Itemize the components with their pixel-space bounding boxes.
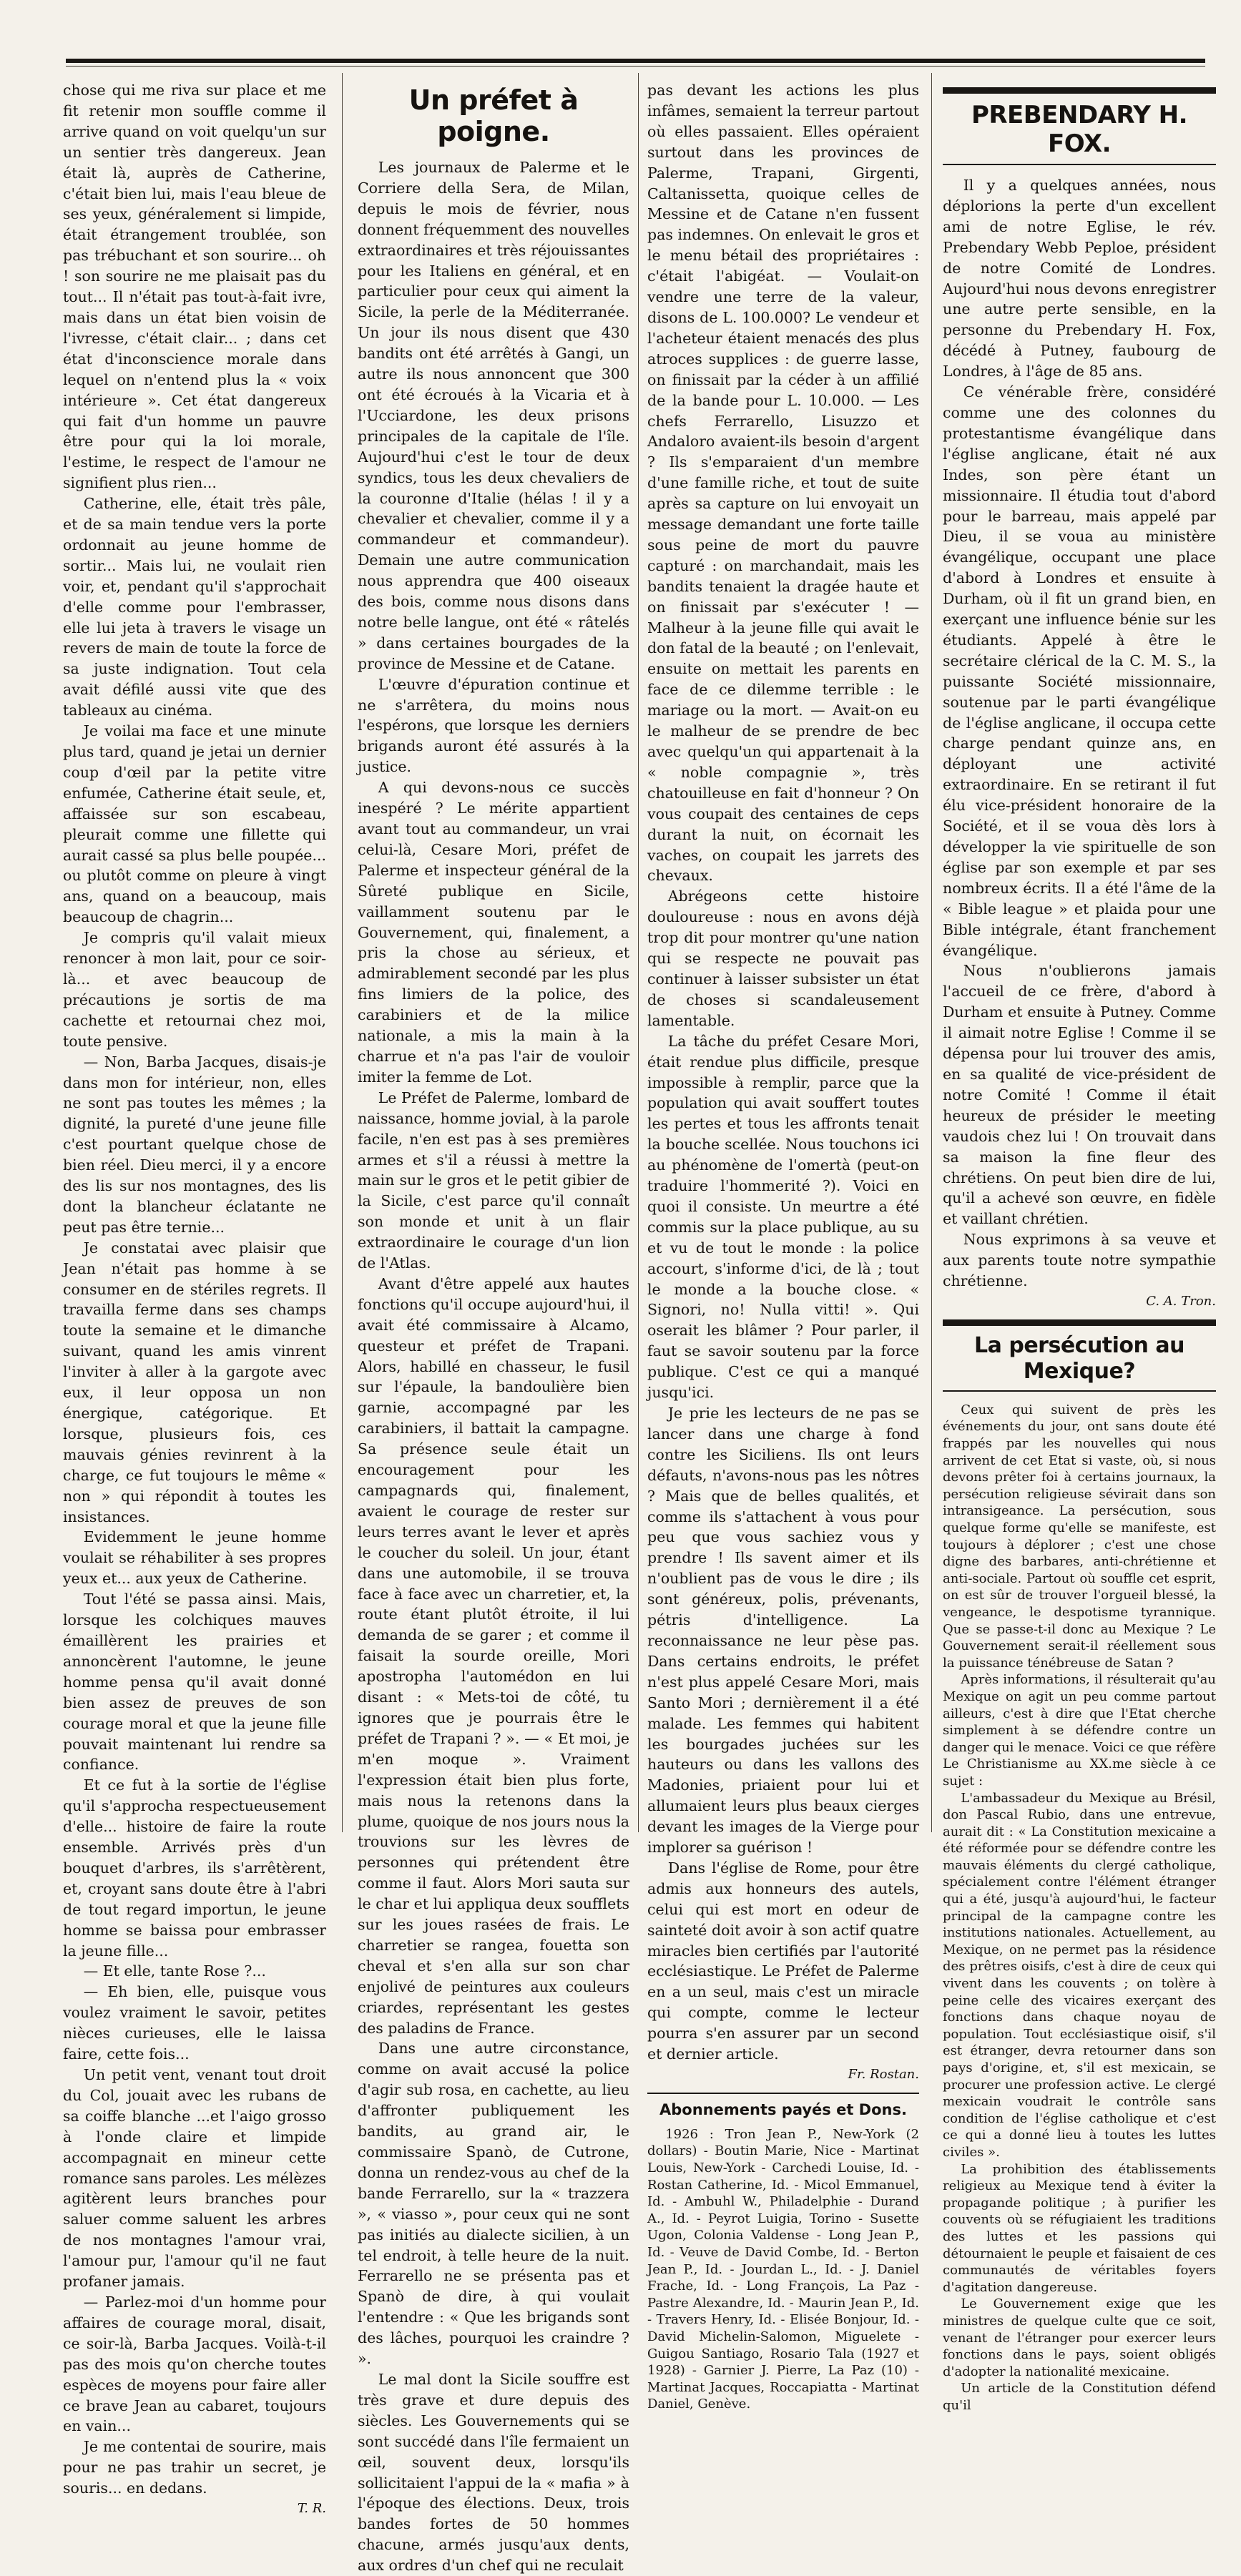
paragraph: Catherine, elle, était très pâle, et de sa main tendue vers la porte ordonnait au jeune homme de sortir... Mais lui, ne voulait rien voir, et, pendant qu'il s'approchait d'elle comme pour l'embrasser, elle lui jeta à travers le visage un revers de main de toute la force de sa juste indignation. Tout cela avait défilé aussi vite que des tableaux au cinéma. bbox=[63, 495, 326, 719]
paragraph: Evidemment le jeune homme voulait se réhabiliter à ses propres yeux et... aux yeux de Catherine. bbox=[63, 1528, 326, 1588]
section-divider bbox=[647, 2093, 919, 2094]
paragraph: La prohibition des établissements religieux au Mexique tend à éviter la propagande politique ; à purifier les couvents où se réfugiaient les traditions des luttes et les passions qui détournaient le peuple et faisaient de ces communautés de véritables foyers d'agitation dangereuse. bbox=[943, 2161, 1216, 2295]
paragraph: Dans une autre circonstance, comme on avait accusé la police d'agir sub rosa, en cachette, au lieu d'affronter publiquement les bandits, au grand air, le commissaire Spanò, de Cutrone, donna un rendez-vous au chef de la bande Ferrarello, sur la « trazzera », « viasso », pour ceux qui ne sont pas initiés au dialecte sicilien, à un tel endroit, à telle heure de la nuit. Ferrarello ne se présenta pas et Spanò de dire, à qui voulait l'entendre : « Que les brigands sont des lâches, pourquoi les craindre ? ». bbox=[358, 2040, 629, 2368]
paragraph: Les journaux de Palerme et le Corriere della Sera, de Milan, depuis le mois de février, nous donnent fréquemment des nouvelles extraordinaires et très réjouissantes pour les Italiens en général, et en particulier pour ceux qui aiment la Sicile, la perle de la Méditerranée. Un jour ils nous disent que 430 bandits ont été arrêtés à Gangi, un autre ils nous annoncent que 300 ont été écroués à la Vicaria et à l'Ucciardone, les deux prisons principales de la capitale de l'île. Aujourd'hui c'est le tour de deux syndics, tous les deux chevaliers de la couronne d'Italie (hélas ! il y a chevalier et chevalier, comme il y a commandeur et commandeur). Demain une autre communication nous apprendra que 400 oiseaux des bois, comme nous disons dans notre belle langue, ont été « râtelés » dans certaines bourgades de la province de Messine et de Catane. bbox=[358, 159, 629, 672]
paragraph: Abrégeons cette histoire douloureuse : nous en avons déjà trop dit pour montrer qu'une nation qui se respecte ne pouvait pas continuer à laisser subsister un état de choses si scandaleusement lamentable. bbox=[647, 888, 919, 1029]
article-title: PREBENDARY H. FOX. bbox=[971, 101, 1188, 158]
paragraph: 1926 : Tron Jean P., New-York (2 dollars) - Boutin Marie, Nice - Martinat Louis, New-York - Carchedi Louise, Id. - Rostan Catherine, Id. - Micol Emmanuel, Id. - Ambuhl W., Philadelphie - Durand A., Id. - Peyrot Luigia, Torino - Susette Ugon, Colonia Valdense - Long Jean P., Id. - Veuve de David Combe, Id. - Berton Jean P., Id. - Jourdan L., Id. - J. Daniel Frache, Id. - Long François, La Paz - Pastre Alexandre, Id. - Maurin Jean P., Id. - Travers Henry, Id. - Elisée Bonjour, Id. - David Michelin-Salomon, Miguelete - Guigou Santiago, Rosario Tala (1927 et 1928) - Garnier J. Pierre, La Paz (10) - Martinat Jacques, Roccapiatta - Martinat Daniel, Genève. bbox=[647, 2126, 919, 2412]
column-divider bbox=[931, 73, 932, 1832]
column-divider bbox=[638, 73, 639, 1832]
column-divider bbox=[342, 73, 343, 1832]
paragraph: Je voilai ma face et une minute plus tard, quand je jetai un dernier coup d'œil par la petite vitre enfumée, Catherine était seule, et, affaissée sur son escabeau, pleurait comme une fillette qui aurait cassé sa plus belle poupée... ou plutôt comme on pleure à vingt ans, quand on a beaucoup, mais beaucoup de chagrin... bbox=[63, 722, 326, 926]
article-title: Un préfet à poigne. bbox=[408, 84, 579, 147]
paragraph: Ceux qui suivent de près les événements du jour, ont sans doute été frappés par les nouvelles qui nous arrivent de cet Etat si vaste, où, si nous devons prêter foi à certains journaux, la persécution religieuse sévirait dans son intransigeance. La persécution, sous quelque forme qu'elle se manifeste, est toujours à déplorer ; c'est une chose digne des barbares, anti-chrétienne et anti-sociale. Partout où souffle cet esprit, on est sûr de trouver l'orgueil blessé, la vengeance, le despotisme tyrannique. Que se passe-t-il donc au Mexique ? Le Gouvernement serait-il réellement sous la puissance ténébreuse de Satan ? bbox=[943, 1402, 1216, 1671]
paragraph: La tâche du préfet Cesare Mori, était rendue plus difficile, presque impossible à remplir, parce que la population qui avait souffert toutes les pertes et tous les affronts tenait la bouche scellée. Nous touchons ici au phénomène de l'omertà (peut-on traduire l'hommerité ?). Voici en quoi il consiste. Un meurtre a été commis sur la place publique, au su et vu de tout le monde : la police accourt, s'informe d'ici, de là ; tout le monde a la bouche close. « Signori, no! Nulla vitti! ». Qui oserait les blâmer ? Pour parler, il faut se savoir soutenu par la force publique. C'est ce qui a manqué jusqu'ici. bbox=[647, 1032, 919, 1402]
paragraph: Je prie les lecteurs de ne pas se lancer dans une charge à fond contre les Siciliens. Ils ont leurs défauts, n'avons-nous pas les nôtres ? Mais que de belles qualités, et comme ils s'attachent à vous pour peu que vous sachiez vous y prendre ! Ils savent aimer et ils n'oublient pas de vous le dire ; ils sont généreux, polis, prévenants, pétris d'intelligence. La reconnaissance ne leur pèse pas. Dans certains endroits, le préfet n'est plus appelé Cesare Mori, mais Santo Mori ; dernièrement il a été malade. Les femmes qui habitent les bourgades juchées sur les hauteurs ou dans les vallons des Madonies, priaient pour lui et allumaient leurs plus beaux cierges devant les images de la Vierge pour implorer sa guérison ! bbox=[647, 1405, 919, 1857]
paragraph: Un petit vent, venant tout droit du Col, jouait avec les rubans de sa coiffe blanche ...et l'aigo grosso à l'onde claire et limpide accompagnait en mineur cette romance sans paroles. Les mélèzes agitèrent leurs branches pour saluer comme saluent les arbres de nos montagnes l'amour vrai, l'amour pur, l'amour qu'il ne faut profaner jamais. bbox=[63, 2066, 326, 2291]
paragraph: Et ce fut à la sortie de l'église qu'il s'approcha respectueusement d'elle... histoire de faire la route ensemble. Arrivés près d'un bouquet d'arbres, ils s'arrêtèrent, et, croyant sans doute être à l'abri de tout regard importun, le jeune homme se baissa pour embrasser la jeune fille... bbox=[63, 1776, 326, 1960]
header-rule bbox=[66, 59, 1205, 63]
paragraph: Je compris qu'il valait mieux renoncer à mon lait, pour ce soir-là... et avec beaucoup de précautions je sortis de ma cachette et retournai chez moi, toute pensive. bbox=[63, 929, 326, 1050]
paragraph: — Parlez-moi d'un homme pour affaires de courage moral, disait, ce soir-là, Barba Jacques. Voilà-t-il pas des mois qu'on cherche toutes espèces de moyens pour faire aller ce brave Jean au cabaret, toujours en vain... bbox=[63, 2293, 326, 2435]
column-4-articles bbox=[943, 80, 1216, 2413]
paragraph: Après informations, il résulterait qu'au Mexique on agit un peu comme partout ailleurs, c'est à dire que l'Etat cherche simplement à se défendre contre un danger qui le menace. Voici ce que réfère Le Christianisme au XX.me siècle à ce sujet : bbox=[943, 1672, 1216, 1789]
paragraph: Le Gouvernement exige que les ministres de quelque culte que ce soit, venant de l'étranger pour exercer leurs fonctions dans le pays, soient obligés d'adopter la nationalité mexicaine. bbox=[943, 2296, 1216, 2379]
paragraph: Tout l'été se passa ainsi. Mais, lorsque les colchiques mauves émaillèrent les prairies et annoncèrent l'automne, le jeune homme pensa qu'il avait donné bien assez de preuves de son courage moral et que la jeune fille pouvait maintenant lui rendre sa confiance. bbox=[63, 1591, 326, 1774]
paragraph: pas devant les actions les plus infâmes, semaient la terreur partout où elles passaient. Elles opéraient surtout dans les provinces de Palerme, Trapani, Girgenti, Caltanissetta, quoique celles de Messine et de Catane n'en fussent pas indemnes. On enlevait le gros et le menu bétail des propriétaires : c'était l'abigéat. — Voulait-on vendre une terre de la valeur, disons de L. 100.000? Le vendeur et l'acheteur étaient menacés des plus atroces supplices : de guerre lasse, on finissait par la céder à un affilié de la bande pour L. 10.000. — Les chefs Ferrarello, Lisuzzo et Andaloro avaient-ils besoin d'argent ? Ils s'emparaient d'un membre d'une famille riche, et tout de suite après sa capture on lui envoyait un message demandant une forte taille sous peine de mort du pauvre capturé : on marchandait, mais les bandits tenaient la dragée haute et on finissait par s'exécuter ! — Malheur à la jeune fille qui avait le don fatal de la beauté ; on l'enlevait, ensuite on mettait les parents en face de ce dilemme terrible : le mariage ou la mort. — Avait-on eu le malheur de se prendre de bec avec quelqu'un qui appartenait à la « noble compagnie », très chatouilleuse en fait d'honneur ? On vous coupait des centaines de ceps durant la nuit, on écornait les vaches, on coupait les jarrets des chevaux. bbox=[647, 82, 919, 885]
article-header-box bbox=[943, 1319, 1216, 1392]
signature: T. R. bbox=[297, 2501, 326, 2517]
paragraph: Nous exprimons à sa veuve et aux parents toute notre sympathie chrétienne. bbox=[943, 1231, 1216, 1290]
article-header-box bbox=[943, 87, 1216, 165]
paragraph: Il y a quelques années, nous déplorions la perte d'un excellent ami de notre Eglise, le rév. Prebendary Webb Peploe, président de notre Comité de Londres. Aujourd'hui nous devons enregistrer une autre perte sensible, en la personne du Prebendary H. Fox, décédé à Putney, faubourg de Londres, à l'âge de 85 ans. bbox=[943, 177, 1216, 380]
paragraph: — Eh bien, elle, puisque vous voulez vraiment le savoir, petites nièces curieuses, elle le laissa faire, cette fois... bbox=[63, 1983, 326, 2063]
paragraph: A qui devons-nous ce succès inespéré ? Le mérite appartient avant tout au commandeur, un vrai celui-là, Cesare Mori, préfet de Palerme et inspecteur général de la Sûreté publique en Sicile, vaillamment soutenu par le Gouvernement, qui, finalement, a pris la chose au sérieux, et admirablement secondé par les plus fins limiers de la police, des carabiniers et de la milice nationale, a mis la main à la charrue et n'a pas l'air de vouloir imiter la femme de Lot. bbox=[358, 779, 629, 1086]
column-3-article bbox=[647, 80, 919, 2412]
paragraph: Le mal dont la Sicile souffre est très grave et dure depuis des siècles. Les Gouvernements qui se sont succédé dans l'île fermaient un œil, souvent deux, lorsqu'ils sollicitaient l'appui de la « mafia » à l'époque des élections. Deux, trois bandes fortes de 50 hommes chacune, armés jusqu'aux dents, aux ordres d'un chef qui ne reculait bbox=[358, 2370, 629, 2575]
section-title: Abonnements payés et Dons. bbox=[659, 2100, 907, 2118]
paragraph: L'œuvre d'épuration continue et ne s'arrêtera, du moins nous l'espérons, que lorsque les derniers brigands auront été assurés à la justice. bbox=[358, 675, 629, 776]
paragraph: Ce vénérable frère, considéré comme une des colonnes du protestantisme évangélique dans l'église anglicane, était né aux Indes, son père étant un missionnaire. Il étudia tout d'abord pour le barreau, mais appelé par Dieu, il se voua au ministère évangélique, occupant une place d'abord à Londres et ensuite à Durham, où il fit un grand bien, en exerçant une influence bénie sur les étudiants. Appelé à être le secrétaire clérical de la C. M. S., la puissante Société missionnaire, soutenue par le parti évangélique de l'église anglicane, il occupa cette charge pendant quinze ans, en déployant une activité extraordinaire. En se retirant il fut élu vice-président honoraire de la Société, et il se voua dès lors à développer la vie spirituelle de son église par son exemple et par ses nombreux écrits. Il a été l'âme de la « Bible league » et plaida pour une Bible intégrale, étant franchement évangélique. bbox=[943, 383, 1216, 959]
signature: Fr. Rostan. bbox=[848, 2067, 919, 2082]
signature: C. A. Tron. bbox=[1146, 1293, 1216, 1309]
column-2-article bbox=[358, 80, 629, 2575]
paragraph: Nous n'oublierons jamais l'accueil de ce frère, d'abord à Durham et ensuite à Putney. Comme il aimait notre Eglise ! Comme il se dépensa pour lui trouver des amis, en sa qualité de vice-président de notre Comité ! Comme il était heureux de présider le meeting vaudois chez lui ! On trouvait dans sa maison la fine fleur des chrétiens. On peut bien dire de lui, qu'il a achevé son œuvre, en fidèle et vaillant chrétien. bbox=[943, 962, 1216, 1228]
paragraph: — Non, Barba Jacques, disais-je dans mon for intérieur, non, elles ne sont pas toutes les mêmes ; la dignité, la pureté d'une jeune fille c'est pourtant quelque chose de bien réel. Dieu merci, il y a encore des lis sur nos montagnes, des lis dont la blancheur éclatante ne peut pas être ternie... bbox=[63, 1053, 326, 1236]
paragraph: Je me contentai de sourire, mais pour ne pas trahir un secret, je souris... en dedans. bbox=[63, 2438, 326, 2497]
paragraph: Dans l'église de Rome, pour être admis aux honneurs des autels, celui qui est mort en odeur de sainteté doit avoir à son actif quatre miracles bien certifiés par l'autorité ecclésiastique. Le Préfet de Palerme en a un seul, mais c'est un miracle qui compte, comme le lecteur pourra s'en assurer par un second et dernier article. bbox=[647, 1859, 919, 2063]
paragraph: Le Préfet de Palerme, lombard de naissance, homme jovial, à la parole facile, n'en est pas à ses premières armes et s'il a réussi à mettre la main sur le gros et le petit gibier de la Sicile, c'est parce qu'il connaît son monde et unit à un flair extraordinaire le courage d'un lion de l'Atlas. bbox=[358, 1088, 629, 1272]
article-title: La persécution au Mexique? bbox=[974, 1332, 1184, 1384]
paragraph: Avant d'être appelé aux hautes fonctions qu'il occupe aujourd'hui, il avait été commissaire à Alcamo, questeur et préfet de Trapani. Alors, habillé en chasseur, le fusil sur l'épaule, la bandoulière bien garnie, accompagné par les carabiniers, il battait la campagne. Sa présence seule était un encouragement pour les campagnards qui, finalement, avaient le courage de rester sur leurs terres avant le lever et après le coucher du soleil. Un jour, étant dans une automobile, il se trouva face à face avec un charretier, et, la route étant plutôt étroite, il lui demanda de se garer ; et comme il faisait la sourde oreille, Mori apostropha l'automédon en lui disant : « Mets-toi de côté, tu ignores que je pourrais être le préfet de Trapani ? ». — « Et moi, je m'en moque ». Vraiment l'expression était bien plus forte, mais nous la retenons dans la plume, quoique de nos jours nous la trouvions sur les lèvres de personnes qui prétendent être comme il faut. Alors Mori sauta sur le char et lui appliqua deux soufflets sur les joues rasées de frais. Le charretier se rangea, fouetta son cheval et s'en alla sur son char enjolivé de peintures aux couleurs criardes, représentant les gestes des paladins de France. bbox=[358, 1274, 629, 2037]
paragraph: chose qui me riva sur place et me fit retenir mon souffle comme il arrive quand on voit quelqu'un sur un sentier très dangereux. Jean était là, auprès de Catherine, c'était bien lui, mais l'eau bleue de ses yeux, généralement si limpide, était étrangement troublée, son pas trébuchant et son sourire... oh ! son sourire ne me plaisait pas du tout... Il n'était pas tout-à-fait ivre, mais dans un état bien voisin de l'ivresse, c'était clair... ; dans cet état d'inconscience morale dans lequel on n'entend plus la « voix intérieure ». Cet état dangereux qui fait d'un homme un pauvre être pour qui la loi morale, l'estime, le respect de l'amour ne signifient plus rien... bbox=[63, 82, 326, 492]
paragraph: Un article de la Constitution défend qu'il bbox=[943, 2381, 1216, 2413]
column-1-story bbox=[63, 80, 326, 2517]
paragraph: — Et elle, tante Rose ?... bbox=[83, 1962, 266, 1980]
paragraph: L'ambassadeur du Mexique au Brésil, don Pascal Rubio, dans une entrevue, aurait dit : « La Constitution mexicaine a été réformée pour se défendre contre les mauvais éléments du clergé catholique, spécialement contre l'élément étranger qui a été, jusqu'à aujourd'hui, le facteur principal de la campagne contre les institutions nationales. Actuellement, au Mexique, on ne permet pas la résidence des prêtres oisifs, c'est à dire de ceux qui vivent dans les couvents ; on tolère à peine celle des vicaires exerçant des fonctions dans chaque noyau de population. Tout ecclésiastique oisif, s'il est étranger, devra retourner dans son pays d'origine, et, s'il est mexicain, se procurer une profession active. Le clergé mexicain voudrait le contrôle sans condition de l'église catholique et c'est ce qui a donné lieu à toutes les luttes civiles ». bbox=[943, 1790, 1216, 2160]
paragraph: Je constatai avec plaisir que Jean n'était pas homme à se consumer en de stériles regrets. Il travailla ferme dans ses champs toute la semaine et le dimanche suivant, quand les amis vinrent l'inviter à aller à la gargote avec eux, il leur opposa un non énergique, catégorique. Et lorsque, plusieurs fois, ces mauvais génies revinrent à la charge, ce fut toujours le même « non » qui répondit à toutes les insistances. bbox=[63, 1239, 326, 1525]
header-rule-thin bbox=[66, 66, 1205, 67]
